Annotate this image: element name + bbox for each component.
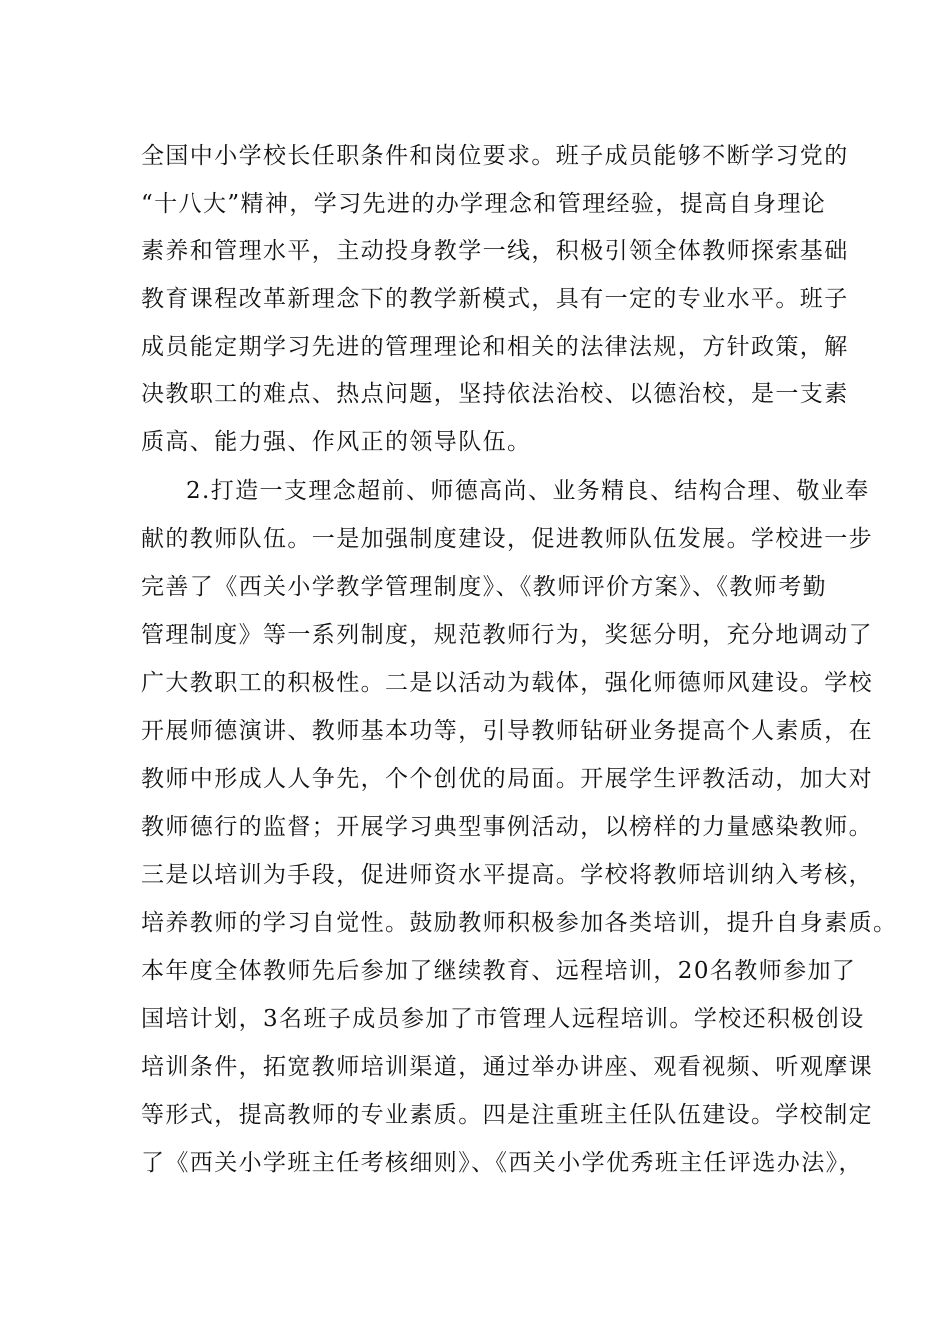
text-line-11: 管理制度》等一系列制度，规范教师行为，奖惩分明，充分地调动了: [141, 622, 873, 648]
text-line-14: 教师中形成人人争先，个个创优的局面。开展学生评教活动，加大对: [141, 766, 873, 792]
text-line-5: 成员能定期学习先进的管理理论和相关的法律法规，方针政策，解: [141, 334, 849, 360]
text-line-9: 献的教师队伍。一是加强制度建设，促进教师队伍发展。学校进一步: [141, 526, 873, 552]
text-line-18: 本年度全体教师先后参加了继续教育、远程培训，20名教师参加了: [141, 958, 857, 984]
text-line-8: 2.打造一支理念超前、师德高尚、业务精良、结构合理、敬业奉: [186, 478, 870, 504]
text-line-20: 培训条件，拓宽教师培训渠道，通过举办讲座、观看视频、听观摩课: [141, 1054, 873, 1080]
text-line-3: 素养和管理水平，主动投身教学一线，积极引领全体教师探索基础: [141, 238, 849, 264]
text-line-19: 国培计划，3名班子成员参加了市管理人远程培训。学校还积极创设: [141, 1006, 865, 1032]
text-line-2: “十八大”精神，学习先进的办学理念和管理经验，提高自身理论: [141, 191, 827, 217]
text-line-7: 质高、能力强、作风正的领导队伍。: [141, 429, 532, 455]
text-line-4: 教育课程改革新理念下的教学新模式，具有一定的专业水平。班子: [141, 286, 849, 312]
text-line-10: 完善了《西关小学教学管理制度》、《教师评价方案》、《教师考勤: [141, 574, 827, 600]
text-line-12: 广大教职工的积极性。二是以活动为载体，强化师德师风建设。学校: [141, 670, 873, 696]
text-line-13: 开展师德演讲、教师基本功等，引导教师钻研业务提高个人素质，在: [141, 718, 873, 744]
text-line-16: 三是以培训为手段，促进师资水平提高。学校将教师培训纳入考核，: [141, 862, 873, 888]
text-line-6: 决教职工的难点、热点问题，坚持依法治校、以德治校，是一支素: [141, 381, 849, 407]
text-line-21: 等形式，提高教师的专业素质。四是注重班主任队伍建设。学校制定: [141, 1102, 873, 1128]
text-line-15: 教师德行的监督；开展学习典型事例活动，以榜样的力量感染教师。: [141, 814, 873, 840]
text-line-17: 培养教师的学习自觉性。鼓励教师积极参加各类培训，提升自身素质。: [141, 910, 898, 936]
text-line-22: 了《西关小学班主任考核细则》、《西关小学优秀班主任评选办法》，: [141, 1150, 863, 1176]
text-line-1: 全国中小学校长任职条件和岗位要求。班子成员能够不断学习党的: [141, 143, 849, 169]
